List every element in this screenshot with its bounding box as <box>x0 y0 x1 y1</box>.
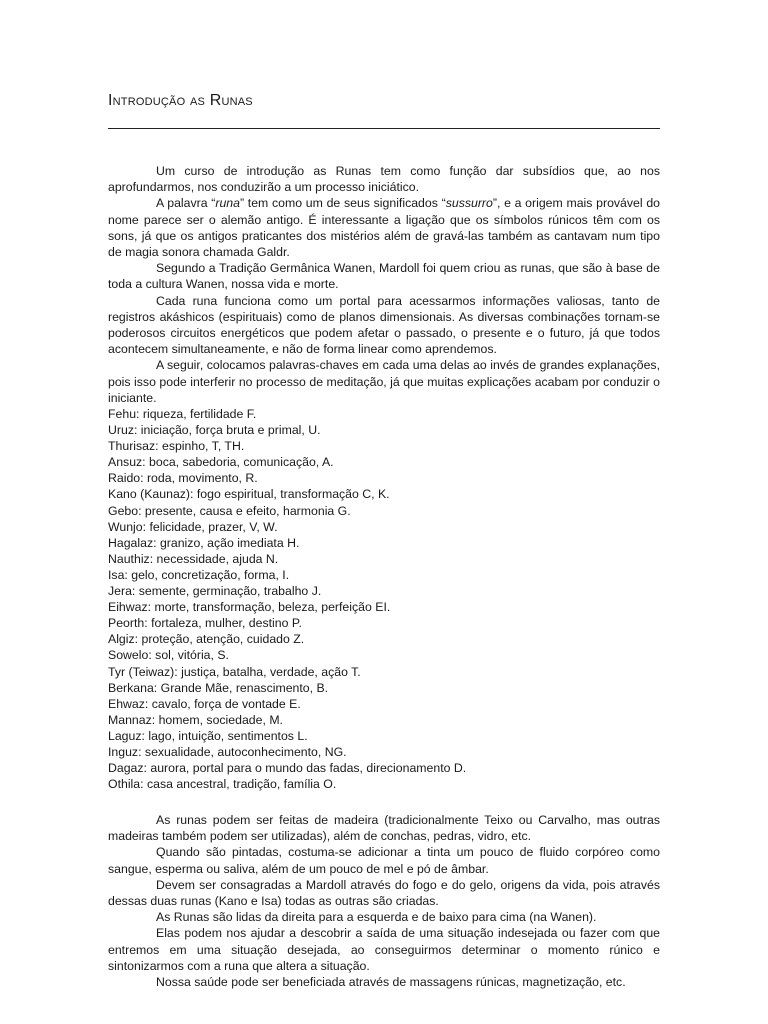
intro-section <box>108 163 660 406</box>
rune-hagalaz: Hagalaz: granizo, ação imediata H. <box>108 535 300 550</box>
rune-berkana: Berkana: Grande Mãe, renascimento, B. <box>108 680 329 695</box>
intro-p2-part-a: A palavra “ <box>156 196 216 211</box>
rune-wunjo: Wunjo: felicidade, prazer, V, W. <box>108 519 278 534</box>
rune-jera: Jera: semente, germinação, trabalho J. <box>108 584 322 599</box>
rune-inguz: Inguz: sexualidade, autoconhecimento, NG. <box>108 744 347 759</box>
outro-section <box>108 812 660 990</box>
rune-dagaz: Dagaz: aurora, portal para o mundo das fadas, direcionamento D. <box>108 761 467 776</box>
intro-paragraph-1: Um curso de introdução as Runas tem como função dar subsídios que, ao nos aprofundarmos, nos conduzirão a um processo iniciático. <box>108 164 660 195</box>
outro-paragraph-6: Nossa saúde pode ser beneficiada através de massagens rúnicas, magnetização, etc. <box>156 975 626 990</box>
rune-nauthiz: Nauthiz: necessidade, ajuda N. <box>108 551 279 566</box>
rune-ansuz: Ansuz: boca, sabedoria, comunicação, A. <box>108 455 334 470</box>
document-title: Introdução as Runas <box>108 92 253 109</box>
word-runa: runa <box>215 196 240 211</box>
rune-thurisaz: Thurisaz: espinho, T, TH. <box>108 439 245 454</box>
intro-paragraph-5: A seguir, colocamos palavras-chaves em cada uma delas ao invés de grandes explanações, pois isso pode interferir no processo de meditação, já que muitas explicações acabam por conduzir o iniciante. <box>108 358 660 405</box>
outro-paragraph-1: As runas podem ser feitas de madeira (tradicionalmente Teixo ou Carvalho, mas outras madeiras também podem ser utilizadas), além de conchas, pedras, vidro, etc. <box>108 813 660 844</box>
rune-isa: Isa: gelo, concretização, forma, I. <box>108 567 290 582</box>
rune-kano: Kano (Kaunaz): fogo espiritual, transformação C, K. <box>108 487 390 502</box>
rune-uruz: Uruz: iniciação, força bruta e primal, U. <box>108 423 321 438</box>
rune-eihwaz: Eihwaz: morte, transformação, beleza, perfeição EI. <box>108 600 391 615</box>
rune-ehwaz: Ehwaz: cavalo, força de vontade E. <box>108 696 301 711</box>
outro-paragraph-2: Quando são pintadas, costuma-se adicionar a tinta um pouco de fluido corpóreo como sangue, esperma ou saliva, além de um pouco de mel e pó de âmbar. <box>108 845 660 876</box>
rune-tyr: Tyr (Teiwaz): justiça, batalha, verdade, ação T. <box>108 664 361 679</box>
rune-fehu: Fehu: riqueza, fertilidade F. <box>108 407 257 421</box>
outro-paragraph-5: Elas podem nos ajudar a descobrir a saída de uma situação indesejada ou fazer com que entremos em uma situação desejada, ao conseguirmos determinar o momento rúnico e sintonizarmos com a runa que altera a situação. <box>108 926 660 973</box>
rune-list <box>108 406 660 792</box>
intro-paragraph-4: Cada runa funciona como um portal para acessarmos informações valiosas, tanto de registros akáshicos (espirituais) como de planos dimensionais. As diversas combinações tornam-se poderosos circuitos energéticos que podem afetar o passado, o presente e o futuro, já que todos acontecem simultaneamente, e não de forma linear como aprendemos. <box>108 293 660 357</box>
rune-laguz: Laguz: lago, intuição, sentimentos L. <box>108 728 308 743</box>
rune-mannaz: Mannaz: homem, sociedade, M. <box>108 712 283 727</box>
rune-peorth: Peorth: fortaleza, mulher, destino P. <box>108 616 302 631</box>
rune-othila: Othila: casa ancestral, tradição, família O. <box>108 777 337 792</box>
intro-paragraph-3: Segundo a Tradição Germânica Wanen, Mardoll foi quem criou as runas, que são à base de toda a cultura Wanen, nossa vida e morte. <box>108 261 660 292</box>
intro-p2-part-b: ” tem como um de seus significados “ <box>240 196 446 211</box>
rune-gebo: Gebo: presente, causa e efeito, harmonia G. <box>108 503 351 518</box>
intro-paragraph-2 <box>108 195 660 260</box>
outro-paragraph-3: Devem ser consagradas a Mardoll através do fogo e do gelo, origens da vida, pois através dessas duas runas (Kano e Isa) todas as outras são criadas. <box>108 877 660 909</box>
intro-p2-part-c: ”, e a origem mais provável do nome parece ser o alemão antigo. É interessante a ligação que os símbolos rúnicos têm com os sons, já que os antigos praticantes dos mistérios além de gravá-las também as cantavam num tipo de magia sonora chamada Galdr. <box>108 196 660 260</box>
rune-raido: Raido: roda, movimento, R. <box>108 471 258 486</box>
title-divider <box>108 128 660 129</box>
word-sussurro: sussurro <box>445 196 493 211</box>
outro-paragraph-4: As Runas são lidas da direita para a esquerda e de baixo para cima (na Wanen). <box>156 910 597 925</box>
rune-algiz: Algiz: proteção, atenção, cuidado Z. <box>108 632 305 647</box>
rune-sowelo: Sowelo: sol, vitória, S. <box>108 648 229 663</box>
